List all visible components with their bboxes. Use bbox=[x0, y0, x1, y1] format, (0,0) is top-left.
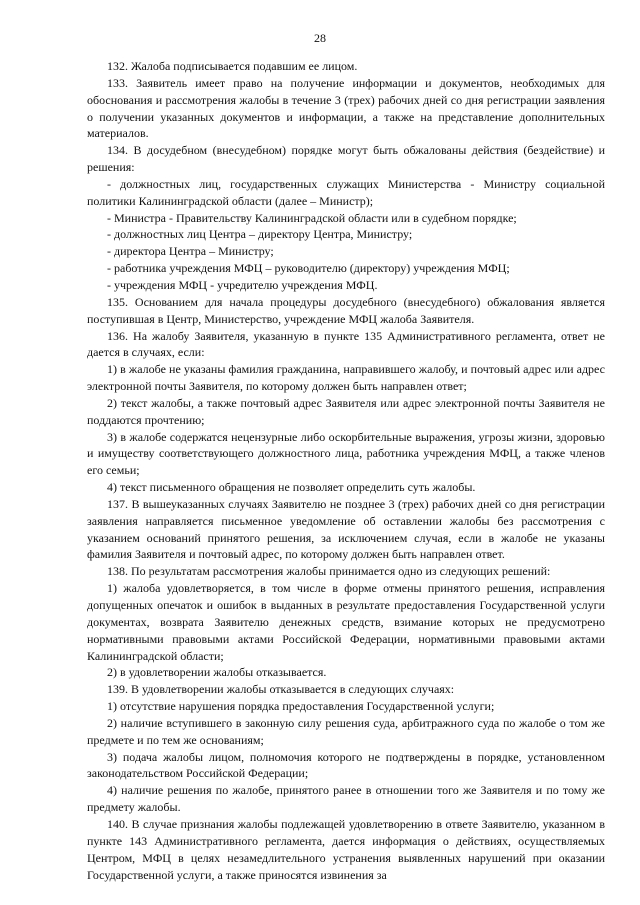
list-item: 1) отсутствие нарушения порядка предоставления Государственной услуги; bbox=[107, 699, 495, 714]
paragraph-132: 132. Жалоба подписывается подавшим ее лицом. bbox=[107, 59, 358, 73]
list-item: - должностных лиц Центра – директору Центра, Министру; bbox=[107, 227, 413, 242]
paragraph-135: 135. Основанием для начала процедуры досудебного (внесудебного) обжалования является поступившая в Центр, Министерство, учреждение МФЦ жалоба Заявителя. bbox=[87, 294, 605, 326]
list-item: - учреждения МФЦ - учредителю учреждения МФЦ. bbox=[107, 277, 378, 292]
paragraph-140: 140. В случае признания жалобы подлежащей удовлетворению в ответе Заявителю, указанном в пункте 143 Административного регламента, дается информация о действиях, осуществляемых Центром, МФЦ в целях незамедлительного устранения выявленных нарушений при оказании Государственной услуги, а также приносятся извинения за bbox=[87, 816, 605, 882]
list-item: - должностных лиц, государственных служащих Министерства - Министру социальной политики Калининградской области (далее – Министр); bbox=[87, 176, 605, 208]
page-number: 28 bbox=[314, 31, 326, 45]
paragraph-134: 134. В досудебном (внесудебном) порядке могут быть обжалованы действия (бездействие) и решения: bbox=[87, 143, 605, 175]
paragraph-138: 138. По результатам рассмотрения жалобы принимается одно из следующих решений: bbox=[107, 564, 551, 579]
list-item: 2) в удовлетворении жалобы отказывается. bbox=[107, 665, 327, 680]
list-item: 2) текст жалобы, а также почтовый адрес Заявителя или адрес электронной почты Заявителя не поддаются прочтению; bbox=[87, 395, 605, 427]
list-item: 1) жалоба удовлетворяется, в том числе в форме отмены принятого решения, исправления допущенных опечаток и ошибок в выданных в результате предоставления Государственной услуги документах, возврата Заявителю денежных средств, взимание которых не предусмотрено нормативными правовыми актами Российской Федерации, нормативными правовыми актами Калининградской области; bbox=[87, 581, 605, 663]
list-item: 1) в жалобе не указаны фамилия гражданина, направившего жалобу, и почтовый адрес или адрес электронной почты Заявителя, по которому должен быть направлен ответ; bbox=[87, 362, 605, 394]
list-item: 2) наличие вступившего в законную силу решения суда, арбитражного суда по жалобе о том же предмете и по тем же основаниям; bbox=[87, 715, 605, 747]
paragraph-137: 137. В вышеуказанных случаях Заявителю не позднее 3 (трех) рабочих дней со дня регистрации заявления направляется письменное уведомление об оставлении жалобы без рассмотрения с указанием оснований принятого решения, за исключением случая, если в жалобе не указаны фамилия Заявителя и почтовый адрес, по которому должен быть направлен ответ. bbox=[87, 496, 605, 562]
list-item: 4) наличие решения по жалобе, принятого ранее в отношении того же Заявителя и по тому же предмету жалобы. bbox=[87, 783, 605, 815]
list-item: 4) текст письменного обращения не позволяет определить суть жалобы. bbox=[107, 480, 476, 495]
list-item: 3) подача жалобы лицом, полномочия которого не подтверждены в порядке, установленном законодательством Российской Федерации; bbox=[87, 749, 605, 781]
list-item: 3) в жалобе содержатся нецензурные либо оскорбительные выражения, угрозы жизни, здоровью и имуществу соответствующего должностного лица, работника учреждения МФЦ, а также членов его семьи; bbox=[87, 429, 605, 478]
paragraph-136: 136. На жалобу Заявителя, указанную в пункте 135 Административного регламента, ответ не дается в случаях, если: bbox=[87, 328, 605, 360]
paragraph-139: 139. В удовлетворении жалобы отказывается в следующих случаях: bbox=[107, 682, 455, 697]
document-body bbox=[87, 58, 605, 883]
paragraph-133: 133. Заявитель имеет право на получение информации и документов, необходимых для обоснования и рассмотрения жалобы в течение 3 (трех) рабочих дней со дня регистрации заявления о получении указанных документов и информации, а также на представление дополнительных материалов. bbox=[87, 75, 605, 141]
list-item: - директора Центра – Министру; bbox=[107, 244, 274, 259]
list-item: - работника учреждения МФЦ – руководителю (директору) учреждения МФЦ; bbox=[107, 261, 510, 276]
list-item: - Министра - Правительству Калининградской области или в судебном порядке; bbox=[107, 210, 517, 225]
